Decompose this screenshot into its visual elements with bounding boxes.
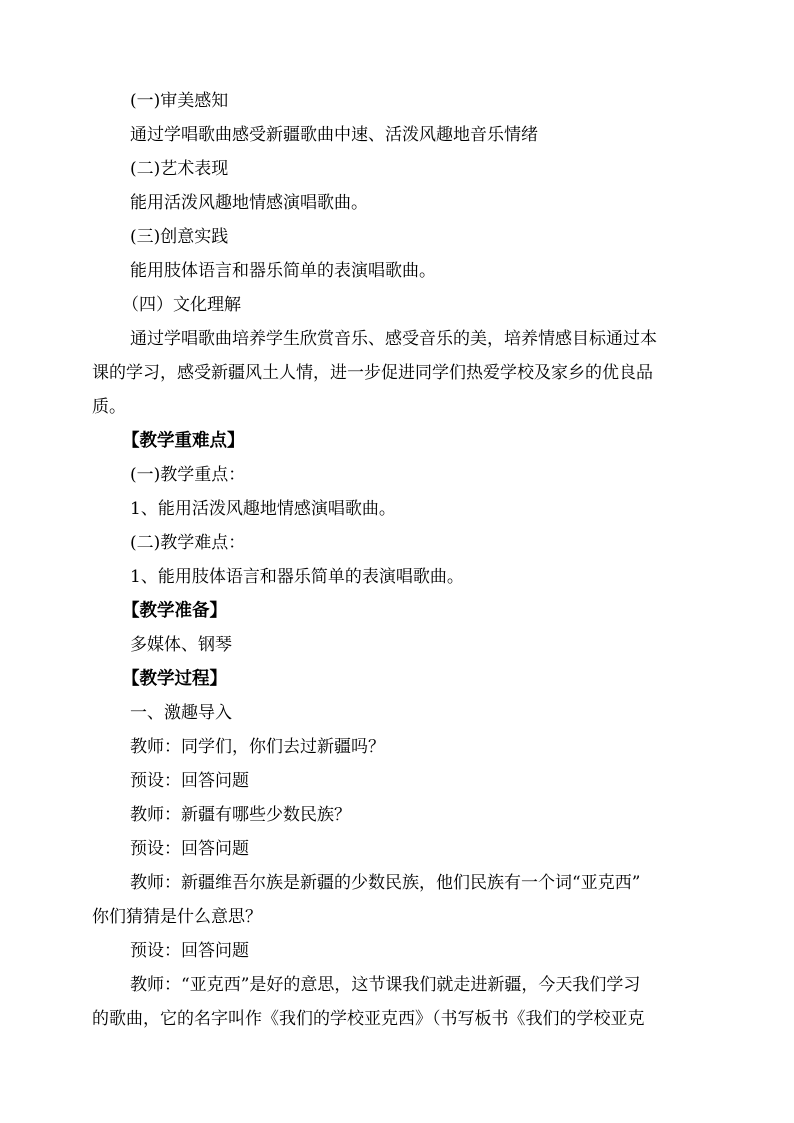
subheading-aesthetic-perception: (一)审美感知 bbox=[130, 91, 229, 111]
dialogue-line-continued: 的歌曲，它的名字叫作《我们的学校亚克西》（书写板书《我们的学校亚克 bbox=[92, 1009, 645, 1029]
document-body bbox=[92, 84, 712, 1036]
dialogue-line: 教师：新疆有哪些少数民族？ bbox=[130, 805, 351, 825]
subheading-teaching-difficulty: (二)教学难点： bbox=[130, 533, 246, 553]
paragraph: 能用肢体语言和器乐简单的表演唱歌曲。 bbox=[130, 261, 436, 281]
subheading-teaching-focus: (一)教学重点： bbox=[130, 465, 246, 485]
paragraph: 通过学唱歌曲培养学生欣赏音乐、感受音乐的美，培养情感目标通过本 bbox=[130, 329, 657, 349]
section-heading-key-points: 【教学重难点】 bbox=[122, 431, 245, 451]
dialogue-line: 预设：回答问题 bbox=[130, 941, 249, 961]
dialogue-line: 预设：回答问题 bbox=[130, 839, 249, 859]
dialogue-line-continued: 你们猜猜是什么意思？ bbox=[92, 907, 262, 927]
section-heading-process: 【教学过程】 bbox=[122, 669, 227, 689]
paragraph-continued: 质。 bbox=[92, 397, 126, 417]
paragraph: 能用活泼风趣地情感演唱歌曲。 bbox=[130, 193, 368, 213]
subheading-creative-practice: (三)创意实践 bbox=[130, 227, 229, 247]
dialogue-line: 教师：新疆维吾尔族是新疆的少数民族，他们民族有一个词“亚克西” bbox=[130, 873, 641, 893]
paragraph: 通过学唱歌曲感受新疆歌曲中速、活泼风趣地音乐情绪 bbox=[130, 125, 538, 145]
subheading-cultural-understanding: （四）文化理解 bbox=[122, 295, 241, 315]
section-heading-preparation: 【教学准备】 bbox=[122, 601, 227, 621]
subheading-artistic-expression: (二)艺术表现 bbox=[130, 159, 229, 179]
paragraph-continued: 课的学习，感受新疆风土人情，进一步促进同学们热爱学校及家乡的优良品 bbox=[92, 363, 653, 383]
subheading-introduction: 一、激趣导入 bbox=[130, 703, 232, 723]
dialogue-line: 教师：“亚克西”是好的意思，这节课我们就走进新疆，今天我们学习 bbox=[130, 975, 641, 995]
list-item: 1、能用活泼风趣地情感演唱歌曲。 bbox=[130, 499, 396, 519]
paragraph: 多媒体、钢琴 bbox=[130, 635, 232, 655]
dialogue-line: 预设：回答问题 bbox=[130, 771, 249, 791]
list-item: 1、能用肢体语言和器乐简单的表演唱歌曲。 bbox=[130, 567, 464, 587]
dialogue-line: 教师：同学们，你们去过新疆吗？ bbox=[130, 737, 385, 757]
